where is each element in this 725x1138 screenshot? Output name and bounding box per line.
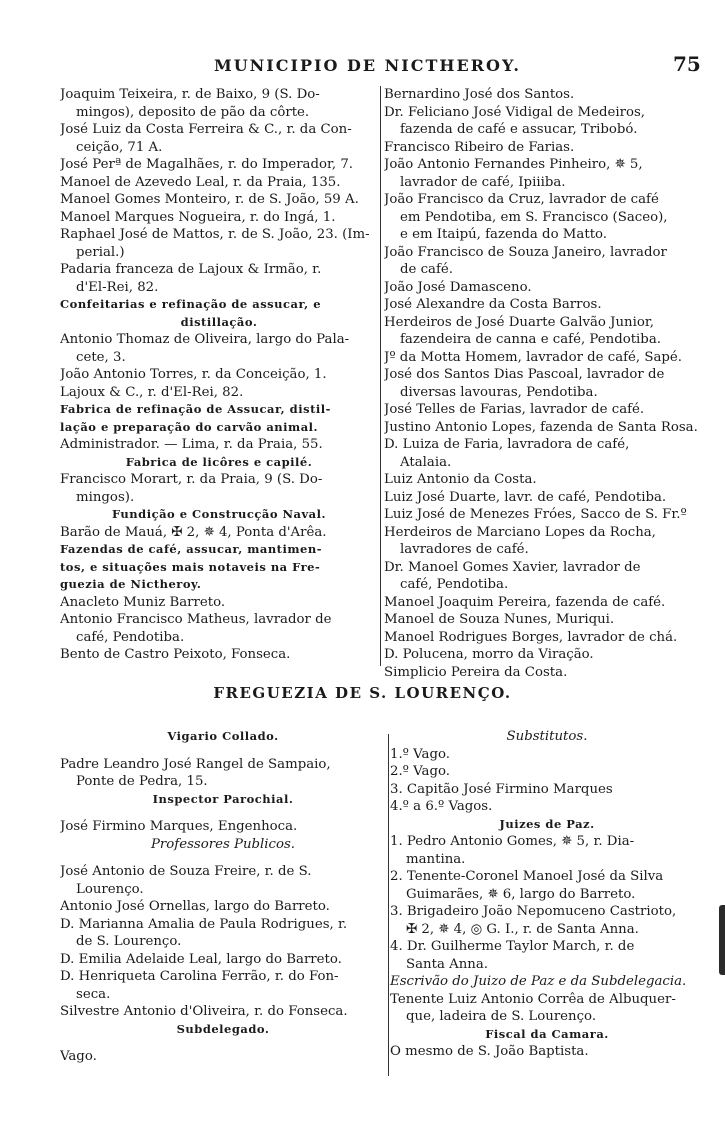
column-divider-top <box>380 86 381 666</box>
column-bottom-right <box>390 728 704 1061</box>
entry-line: Antonio Thomaz de Oliveira, largo do Pala- <box>60 332 350 347</box>
spacer <box>60 1038 386 1048</box>
entry-line: Luiz Antonio da Costa. <box>384 472 537 487</box>
entry-line: José dos Santos Dias Pascoal, lavrador de <box>384 367 665 382</box>
section-heading: Professores Publicos. <box>150 836 296 852</box>
entry-line: José Firmino Marques, Engenhoca. <box>60 819 298 834</box>
entry-line: José Perª de Magalhães, r. do Imperador, 7. <box>60 157 354 172</box>
entry-line: 1. Pedro Antonio Gomes, ✵ 5, r. Dia- <box>390 834 635 849</box>
entry-line: Atalaia. <box>400 454 452 470</box>
entry-line: de café. <box>400 262 453 277</box>
entry-line: 3. Capitão José Firmino Marques <box>390 781 613 797</box>
entry-line: Anacleto Muniz Barreto. <box>60 594 226 610</box>
page-number: 75 <box>673 52 701 76</box>
entry-line: ceição, 71 A. <box>76 139 163 155</box>
entry-line: Silvestre Antonio d'Oliveira, r. do Fonseca. <box>60 1004 348 1019</box>
entry-line: José Antonio de Souza Freire, r. de S. <box>60 864 312 879</box>
entry-line: Dr. Manoel Gomes Xavier, lavrador de <box>384 559 641 575</box>
entry-line: seca. <box>76 986 111 1002</box>
entry-line: 2.º Vago. <box>390 764 450 779</box>
section-title: FREGUEZIA DE S. LOURENÇO. <box>213 684 512 702</box>
spacer <box>60 808 386 818</box>
entry-line: D. Polucena, morro da Viração. <box>384 647 594 662</box>
entry-line: perial.) <box>76 244 125 260</box>
entry-line: Luiz José Duarte, lavr. de café, Pendotiba. <box>384 489 667 505</box>
entry-line: D. Henriqueta Carolina Ferrão, r. do Fon- <box>60 969 339 984</box>
spacer <box>60 746 386 756</box>
entry-line: em Pendotiba, em S. Francisco (Saceo), <box>400 209 668 225</box>
column-bottom-left <box>60 728 386 1066</box>
section-heading: Vigario Collado. <box>167 729 279 743</box>
entry-line: D. Marianna Amalia de Paula Rodrigues, r. <box>60 916 348 932</box>
entry-line: fazendeira de canna e café, Pendotiba. <box>400 332 661 347</box>
entry-line: Vago. <box>60 1049 97 1064</box>
entry-line: d'El-Rei, 82. <box>76 279 159 295</box>
section-heading: Fundição e Construcção Naval. <box>111 507 327 521</box>
entry-line: diversas lavouras, Pendotiba. <box>400 384 598 400</box>
entry-line: 3. Brigadeiro João Nepomuceno Castrioto, <box>390 904 677 919</box>
entry-line: Lourenço. <box>76 881 144 897</box>
spacer <box>60 853 386 863</box>
entry-line: ✠ 2, ✵ 4, ◎ G. I., r. de Santa Anna. <box>406 921 639 937</box>
entry-line: Francisco Morart, r. da Praia, 9 (S. Do- <box>60 472 323 487</box>
entry-line: Manoel de Azevedo Leal, r. da Praia, 135. <box>60 174 341 190</box>
entry-line: João Antonio Fernandes Pinheiro, ✵ 5, <box>384 157 643 172</box>
entry-line: mingos). <box>76 489 135 505</box>
section-heading: guezia de Nictheroy. <box>60 577 202 591</box>
running-header <box>0 50 725 80</box>
entry-line: 4.º a 6.º Vagos. <box>390 799 493 814</box>
entry-line: Manoel Rodrigues Borges, lavrador de chá. <box>384 629 678 645</box>
entry-line: 4. Dr. Guilherme Taylor March, r. de <box>390 939 635 954</box>
entry-line: João Francisco da Cruz, lavrador de café <box>384 192 659 207</box>
entry-line: lavrador de café, Ipiiiba. <box>400 174 566 190</box>
entry-line: Administrador. — Lima, r. da Praia, 55. <box>60 437 323 452</box>
entry-line: 1.º Vago. <box>390 746 450 762</box>
section-heading: Confeitarias e refinação de assucar, e <box>60 297 322 311</box>
entry-line: Herdeiros de José Duarte Galvão Junior, <box>384 314 654 330</box>
entry-line: mingos), deposito de pão da côrte. <box>76 104 310 120</box>
column-top-left <box>60 86 378 664</box>
section-heading: Subdelegado. <box>176 1021 270 1036</box>
section-heading: distillação. <box>180 314 258 329</box>
entry-line: João José Damasceno. <box>384 279 532 295</box>
entry-line: café, Pendotiba. <box>400 577 509 592</box>
entry-line: Joaquim Teixeira, r. de Baixo, 9 (S. Do- <box>60 87 320 102</box>
entry-line: Simplicio Pereira da Costa. <box>384 664 568 680</box>
entry-line: Manoel Gomes Monteiro, r. de S. João, 59 A. <box>60 192 359 207</box>
entry-line: Luiz José de Menezes Fróes, Sacco de S. Fr.º <box>384 507 687 522</box>
entry-line: Justino Antonio Lopes, fazenda de Santa Rosa. <box>384 419 698 435</box>
section-heading: Escrivão do Juizo de Paz e da Subdelegacia. <box>390 974 687 989</box>
entry-line: 2. Tenente-Coronel Manoel José da Silva <box>390 869 664 884</box>
section-heading: Substitutos. <box>506 729 588 744</box>
entry-line: Lajoux & C., r. d'El-Rei, 82. <box>60 384 244 400</box>
entry-line: Guimarães, ✵ 6, largo do Barreto. <box>406 886 636 902</box>
entry-line: cete, 3. <box>76 349 126 365</box>
entry-line: que, ladeira de S. Lourenço. <box>406 1009 597 1024</box>
entry-line: café, Pendotiba. <box>76 629 185 645</box>
entry-line: Jº da Motta Homem, lavrador de café, Sapé. <box>384 349 683 365</box>
entry-line: Herdeiros de Marciano Lopes da Rocha, <box>384 524 656 540</box>
entry-line: Manoel Joaquim Pereira, fazenda de café. <box>384 594 666 610</box>
section-heading: Juizes de Paz. <box>499 816 595 831</box>
entry-line: Padaria franceza de Lajoux & Irmão, r. <box>60 262 322 277</box>
section-heading: Fazendas de café, assucar, mantimen- <box>60 542 322 556</box>
entry-line: Bento de Castro Peixoto, Fonseca. <box>60 647 291 662</box>
entry-line: Raphael José de Mattos, r. de S. João, 23. (Im- <box>60 227 370 242</box>
section-heading: lação e preparação do carvão animal. <box>60 419 319 434</box>
entry-line: Dr. Feliciano José Vidigal de Medeiros, <box>384 104 646 120</box>
entry-line: Barão de Mauá, ✠ 2, ✵ 4, Ponta d'Arêa. <box>60 524 327 540</box>
entry-line: Manoel de Souza Nunes, Muriqui. <box>384 612 615 627</box>
entry-line: fazenda de café e assucar, Tribobó. <box>400 122 638 137</box>
entry-line: Padre Leandro José Rangel de Sampaio, <box>60 756 331 772</box>
entry-line: José Alexandre da Costa Barros. <box>384 297 602 312</box>
section-heading: Fabrica de licôres e capilé. <box>125 454 313 469</box>
entry-line: João Antonio Torres, r. da Conceição, 1. <box>60 367 327 382</box>
entry-line: Santa Anna. <box>406 956 488 972</box>
page-edge-mark <box>719 905 725 975</box>
entry-line: Antonio Francisco Matheus, lavrador de <box>60 612 332 627</box>
section-heading: Fabrica de refinação de Assucar, distil- <box>60 402 331 416</box>
entry-line: Francisco Ribeiro de Farias. <box>384 139 575 155</box>
entry-line: Tenente Luiz Antonio Corrêa de Albuquer- <box>390 991 676 1007</box>
entry-line: D. Emilia Adelaide Leal, largo do Barreto. <box>60 951 342 967</box>
section-heading: Fiscal da Camara. <box>485 1026 609 1041</box>
entry-line: mantina. <box>406 851 466 867</box>
section-heading: Inspector Parochial. <box>152 791 294 806</box>
entry-line: João Francisco de Souza Janeiro, lavrador <box>384 244 667 260</box>
entry-line: José Telles de Farias, lavrador de café. <box>384 402 645 417</box>
page-title: MUNICIPIO DE NICTHEROY. <box>214 56 521 75</box>
section-heading: tos, e situações mais notaveis na Fre- <box>60 559 321 574</box>
entry-line: D. Luiza de Faria, lavradora de café, <box>384 437 630 452</box>
entry-line: de S. Lourenço. <box>76 934 182 949</box>
entry-line: Manoel Marques Nogueira, r. do Ingá, 1. <box>60 209 336 225</box>
column-top-right <box>384 86 702 681</box>
entry-line: Ponte de Pedra, 15. <box>76 774 208 789</box>
column-divider-bottom <box>388 734 389 1076</box>
entry-line: O mesmo de S. João Baptista. <box>390 1044 589 1059</box>
entry-line: Antonio José Ornellas, largo do Barreto. <box>60 899 330 914</box>
entry-line: lavradores de café. <box>400 542 529 557</box>
entry-line: José Luiz da Costa Ferreira & C., r. da Con- <box>60 122 352 137</box>
entry-line: Bernardino José dos Santos. <box>384 87 575 102</box>
entry-line: e em Itaipú, fazenda do Matto. <box>400 227 608 242</box>
